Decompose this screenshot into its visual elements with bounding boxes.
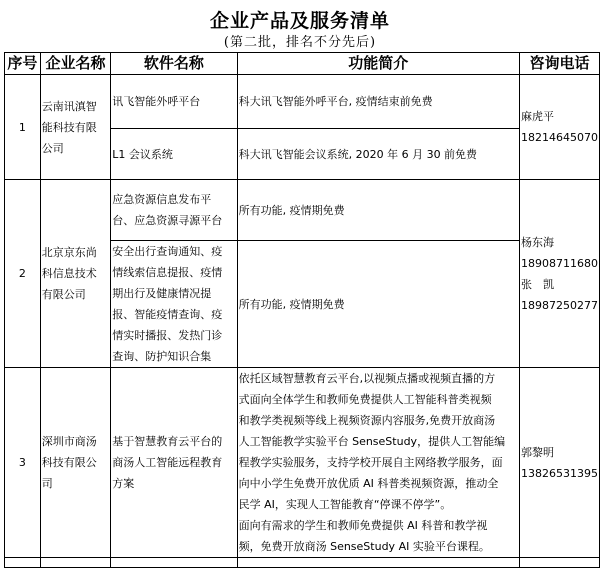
- header-software: 软件名称: [111, 53, 237, 75]
- empty-cell: [237, 558, 519, 568]
- software-name: 基于智慧教育云平台的 商汤人工智能远程教育 方案: [111, 368, 237, 558]
- row-index: 2: [5, 180, 41, 368]
- company-name: 云南讯滇智 能科技有限 公司: [40, 75, 110, 180]
- function-description: 所有功能, 疫情期免费: [237, 180, 519, 241]
- function-description: 科大讯飞智能会议系统, 2020 年 6 月 30 前免费: [237, 129, 519, 180]
- table-row: [5, 368, 600, 558]
- function-description: 所有功能, 疫情期免费: [237, 241, 519, 368]
- company-name: 深圳市商汤 科技有限公 司: [40, 368, 110, 558]
- empty-cell: [40, 558, 110, 568]
- table-row: [5, 180, 600, 241]
- header-function: 功能简介: [237, 53, 519, 75]
- table-header-row: [5, 53, 600, 75]
- document-title: 企业产品及服务清单: [209, 10, 390, 32]
- contact-info: 杨东海 18908711680 张 凯 18987250277: [519, 180, 599, 368]
- software-name: 应急资源信息发布平 台、应急资源寻源平台: [111, 180, 237, 241]
- product-service-table: [4, 52, 600, 568]
- software-name: 安全出行查询通知、疫 情线索信息提报、疫情 期出行及健康情况提 报、智能疫情查询、疫 情实时播报、发热门诊 查询、防护知识合集: [111, 241, 237, 368]
- header-index: 序号: [5, 53, 41, 75]
- row-index: 3: [5, 368, 41, 558]
- header-company: 企业名称: [40, 53, 110, 75]
- software-name: 讯飞智能外呼平台: [111, 75, 237, 129]
- company-name: 北京京东尚 科信息技术 有限公司: [40, 180, 110, 368]
- contact-info: 郭黎明 13826531395: [519, 368, 599, 558]
- row-index: 1: [5, 75, 41, 180]
- header-contact: 咨询电话: [519, 53, 599, 75]
- table-row-partial: [5, 558, 600, 568]
- document-subtitle: (第二批，排名不分先后): [223, 35, 377, 50]
- function-description: 依托区域智慧教育云平台,以视频点播或视频直播的方 式面向全体学生和教师免费提供人工智能科普类视频 和教学类视频等线上视频资源内容服务,免费开放商汤 人工智能教学实验平台 SenseStudy，提供人工智能编 程教学实验服务，支持学校开展自主网络教学服务，面 向中小学生免费开放优质 AI 科普类视频资源，推动全 民学 AI，实现人工智能教育“停课不停学”。 面向有需求的学生和教师免费提供 AI 科普和教学视 频，免费开放商汤 SenseStudy AI 实验平台课程。: [237, 368, 519, 558]
- function-description: 科大讯飞智能外呼平台, 疫情结束前免费: [237, 75, 519, 129]
- table-row: [5, 75, 600, 129]
- empty-cell: [519, 558, 599, 568]
- empty-cell: [111, 558, 237, 568]
- contact-info: 麻虎平 18214645070: [519, 75, 599, 180]
- empty-cell: [5, 558, 41, 568]
- software-name: L1 会议系统: [111, 129, 237, 180]
